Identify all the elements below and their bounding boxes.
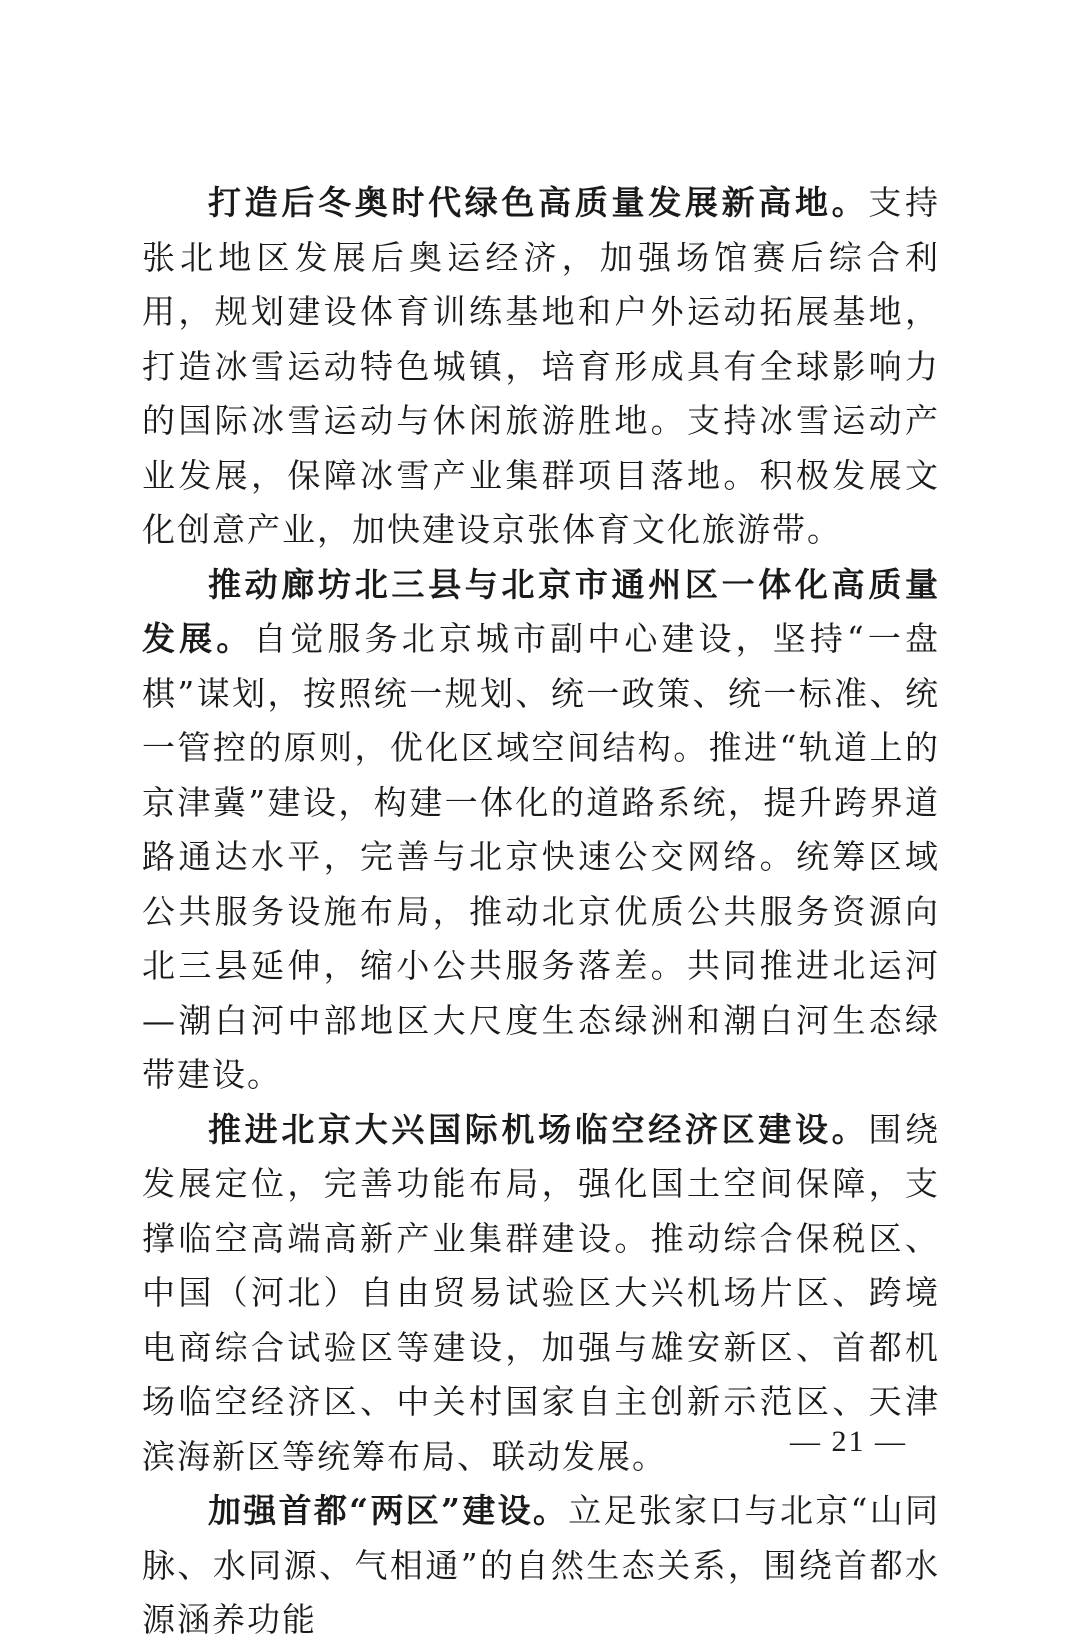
- paragraph-4: [142, 1484, 940, 1648]
- paragraph-2-body: 自觉服务北京城市副中心建设，坚持“一盘棋”谋划，按照统一规划、统一政策、统一标准、统一管控的原则，优化区域空间结构。推进“轨道上的京津冀”建设，构建一体化的道路系统，提升跨界道路通达水平，完善与北京快速公交网络。统筹区域公共服务设施布局，推动北京优质公共服务资源向北三县延伸，缩小公共服务落差。共同推进北运河—潮白河中部地区大尺度生态绿洲和潮白河生态绿带建设。: [142, 619, 941, 1094]
- paragraph-4-heading: 加强首都“两区”建设。: [208, 1491, 569, 1530]
- paragraph-4-body: 立足张家口与北京“山同脉、水同源、气相通”的自然生态关系，围绕首都水源涵养功能: [142, 1491, 941, 1639]
- paragraph-1-heading: 打造后冬奥时代绿色高质量发展新高地。: [208, 183, 869, 222]
- paragraph-1: [142, 176, 940, 558]
- paragraph-2: [142, 558, 940, 1103]
- paragraph-1-body: 支持张北地区发展后奥运经济，加强场馆赛后综合利用，规划建设体育训练基地和户外运动拓展基地，打造冰雪运动特色城镇，培育形成具有全球影响力的国际冰雪运动与休闲旅游胜地。支持冰雪运动产业发展，保障冰雪产业集群项目落地。积极发展文化创意产业，加快建设京张体育文化旅游带。: [142, 183, 941, 549]
- page-number: — 21 —: [790, 1425, 907, 1458]
- paragraph-2-heading: 推动廊坊北三县与北京市通州区一体化高质量发展。: [142, 564, 940, 658]
- paragraph-3-heading: 推进北京大兴国际机场临空经济区建设。: [208, 1109, 869, 1149]
- paragraph-3-body: 围绕发展定位，完善功能布局，强化国土空间保障，支撑临空高端高新产业集群建设。推动综合保税区、中国（河北）自由贸易试验区大兴机场片区、跨境电商综合试验区等建设，加强与雄安新区、首都机场临空经济区、中关村国家自主创新示范区、天津滨海新区等统筹布局、联动发展。: [142, 1109, 941, 1476]
